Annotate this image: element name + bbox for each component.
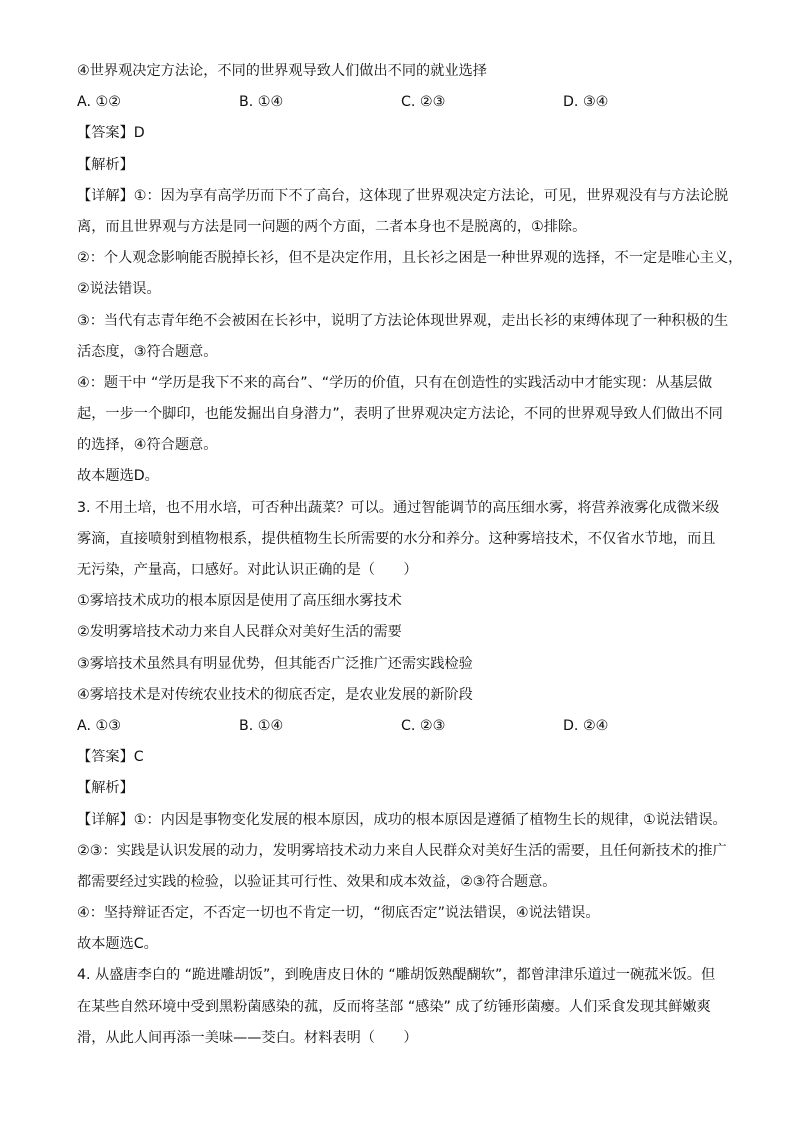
- q2-answer: 【答案】D: [77, 125, 145, 142]
- q2-analysis-heading: 【解析】: [77, 156, 134, 173]
- q4-stem-line: 在某些自然环境中受到黑粉菌感染的菰，反而将茎部 “感染” 成了纺锤形菌瘿。人们采食发现其鲜嫩爽: [77, 998, 711, 1015]
- q3-stem-line: 雾滴，直接喷射到植物根系，提供植物生长所需要的水分和养分。这种雾培技术，不仅省水节地，而且: [77, 530, 716, 547]
- q3-stem-line: 无污染，产量高，口感好。对此认识正确的是（ ）: [77, 562, 418, 578]
- q2-detail-line: 活态度，③符合题意。: [77, 343, 218, 360]
- q3-statement-1: ①雾培技术成功的根本原因是使用了高压细水雾技术: [77, 593, 402, 610]
- q2-detail-line: ④：题干中 “学历是我下不来的高台”、“学历的价值，只有在创造性的实践活动中才能实现：从基层做: [77, 374, 713, 391]
- q2-detail-line: ③：当代有志青年绝不会被困在长衫中，说明了方法论体现世界观，走出长衫的束缚体现了一种积极的生: [77, 312, 729, 329]
- q3-options: [77, 711, 727, 742]
- q3-answer: 【答案】C: [77, 749, 144, 766]
- q3-detail-line: 【详解】①：内因是事物变化发展的根本原因，成功的根本原因是遵循了植物生长的规律，①说法错误。: [77, 811, 727, 828]
- q4-stem-line: 4. 从盛唐李白的 “跪进雕胡饭”，到晚唐皮日休的 “雕胡饭熟醍醐软”，都曾津津乐道过一碗菰米饭。但: [77, 967, 716, 984]
- q3-option-c: C. ②③: [401, 717, 446, 734]
- q3-detail-line: ②③：实践是认识发展的动力，发明雾培技术动力来自人民群众对美好生活的需要，且任何新技术的推广: [77, 842, 727, 859]
- page-content: [77, 56, 743, 1054]
- q2-option-a: A. ①②: [77, 94, 121, 111]
- q2-detail-line: 离，而且世界观与方法是同一问题的两个方面，二者本身也不是脱离的，①排除。: [77, 218, 587, 235]
- q2-conclusion: 故本题选D。: [77, 468, 159, 485]
- q2-detail-line: ②说法错误。: [77, 281, 161, 298]
- q2-statement-4: ④世界观决定方法论，不同的世界观导致人们做出不同的就业选择: [77, 63, 487, 79]
- q2-option-b: B. ①④: [239, 94, 284, 111]
- q3-analysis-heading: 【解析】: [77, 780, 134, 797]
- q3-option-d: D. ②④: [563, 717, 609, 734]
- q2-option-d: D. ③④: [563, 94, 609, 111]
- q4-stem-line: 滑，从此人间再添一美味——茭白。材料表明（ ）: [77, 1029, 418, 1046]
- q3-conclusion: 故本题选C。: [77, 936, 158, 953]
- q3-stem-line: 3. 不用土培，也不用水培，可否种出蔬菜？可以。通过智能调节的高压细水雾，将营养液雾化成微米级: [77, 499, 720, 516]
- q3-statement-4: ④雾培技术是对传统农业技术的彻底否定，是农业发展的新阶段: [77, 686, 473, 703]
- q2-detail-line: 起，一步一个脚印，也能发掘出自身潜力”，表明了世界观决定方法论，不同的世界观导致人们做出不同: [77, 406, 723, 423]
- q2-option-c: C. ②③: [401, 94, 446, 111]
- q3-detail-line: ④：坚持辩证否定，不否定一切也不肯定一切，“彻底否定”说法错误，④说法错误。: [77, 905, 600, 922]
- q3-statement-3: ③雾培技术虽然具有明显优势，但其能否广泛推广还需实践检验: [77, 655, 473, 672]
- q2-options: [77, 87, 727, 118]
- q2-detail-line: ②：个人观念影响能否脱掉长衫，但不是决定作用，且长衫之困是一种世界观的选择，不一定是唯心主义，: [77, 250, 743, 267]
- q3-statement-2: ②发明雾培技术动力来自人民群众对美好生活的需要: [77, 624, 402, 641]
- q3-option-b: B. ①④: [239, 717, 284, 734]
- q3-option-a: A. ①③: [77, 717, 121, 734]
- q2-detail-line: 【详解】①：因为享有高学历而下不了高台，这体现了世界观决定方法论，可见，世界观没有与方法论脱: [77, 187, 729, 204]
- q3-detail-line: 都需要经过实践的检验，以验证其可行性、效果和成本效益，②③符合题意。: [77, 873, 557, 890]
- q2-detail-line: 的选择，④符合题意。: [77, 437, 218, 454]
